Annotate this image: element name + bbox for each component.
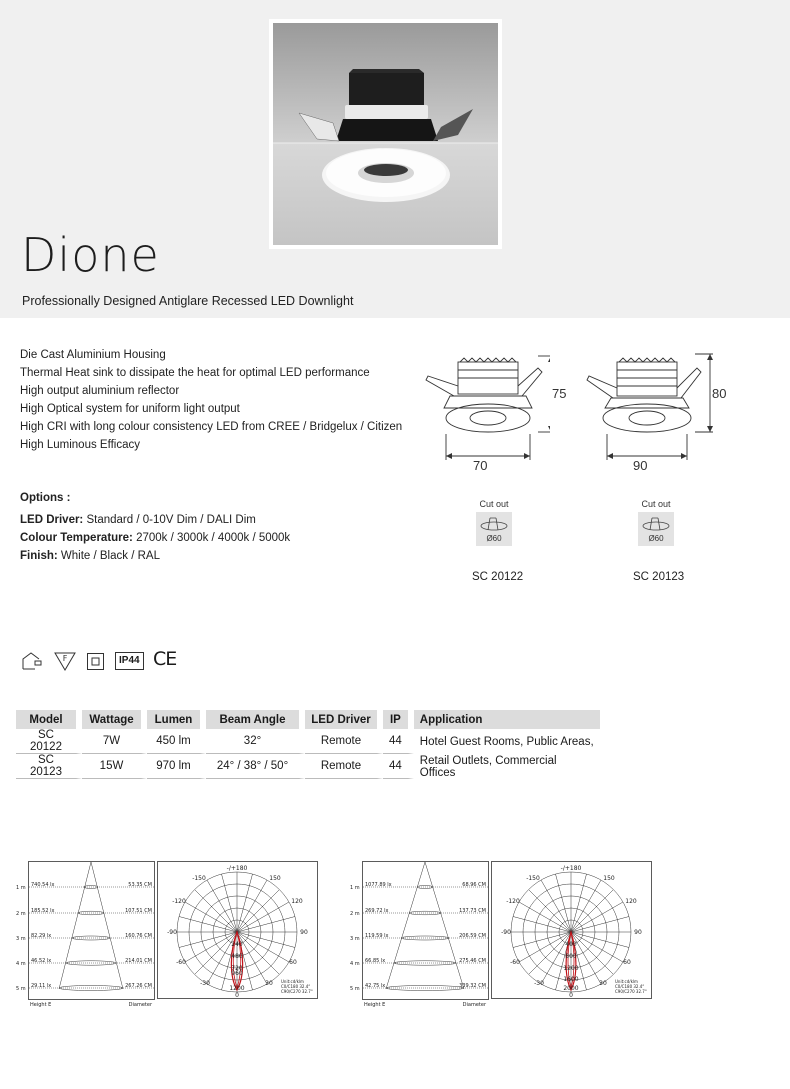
header-wattage: Wattage (82, 710, 147, 729)
height-label: 4 m (350, 961, 360, 967)
finish-value: White / Black / RAL (60, 550, 160, 562)
radial-label: 2000 (563, 985, 579, 992)
cutout-drawing-icon (476, 514, 512, 536)
cell-application: Hotel Guest Rooms, Public Areas, (419, 735, 594, 748)
spec-header-row (16, 710, 600, 729)
angle-label: 150 (603, 875, 615, 882)
cell-led-driver: Remote (305, 729, 383, 754)
colour-label: Colour Temperature: (20, 532, 133, 544)
class-two-icon (86, 651, 106, 671)
angle-label: 150 (269, 875, 281, 882)
polar-diagram (491, 861, 653, 1001)
height-label: 2 m (350, 911, 360, 917)
feature-item: Thermal Heat sink to dissipate the heat for optimal LED performance (20, 367, 370, 379)
cutout-sc20123 (632, 499, 680, 546)
diameter-value: 68.96 CM (462, 882, 486, 888)
lux-value: 29.11 lx (31, 983, 52, 989)
height-label: 1 m (16, 885, 26, 891)
diameter-value: 275.46 CM (459, 958, 486, 964)
footer-height-label: Height E (364, 1002, 386, 1008)
angle-label: 90 (634, 929, 642, 936)
legend-text: C0/C180 32.4° (281, 984, 311, 989)
radial-label: 1200 (563, 965, 579, 972)
angle-label: -30 (534, 980, 544, 987)
cutout-value: Ø60 (648, 534, 664, 543)
drawing-model-1: SC 20122 (472, 571, 524, 583)
options-heading: Options : (20, 492, 71, 504)
angle-label: 60 (623, 959, 631, 966)
radial-label: 400 (565, 941, 577, 948)
diameter-value: 160.76 CM (125, 933, 152, 939)
table-row (16, 729, 600, 754)
options-block (20, 489, 290, 565)
lux-value: 42.75 lx (365, 983, 386, 989)
radial-label: 720 (231, 965, 243, 972)
tech-drawing-sc20123 (585, 350, 715, 462)
driver-label: LED Driver: (20, 514, 84, 526)
polar-diagram (157, 861, 319, 1001)
angle-label: -120 (506, 898, 520, 905)
legend-text: C0/C180 32.4° (615, 984, 645, 989)
cell-wattage: 15W (82, 754, 147, 779)
angle-label: -60 (510, 959, 520, 966)
cutout-sc20122 (470, 499, 518, 546)
legend-text: C90/C270 32.7° (281, 989, 313, 994)
lux-value: 66.85 lx (365, 958, 386, 964)
colour-value: 2700k / 3000k / 4000k / 5000k (136, 532, 291, 544)
angle-label: 120 (625, 898, 637, 905)
cell-model: SC 20123 (16, 754, 82, 779)
drawing-width-2: 90 (633, 458, 648, 473)
table-row (16, 754, 600, 779)
height-label: 3 m (350, 936, 360, 942)
height-label: 3 m (16, 936, 26, 942)
cell-ip: 44 (383, 729, 414, 754)
height-label: 1 m (350, 885, 360, 891)
angle-label: -60 (176, 959, 186, 966)
angle-label: -30 (200, 980, 210, 987)
drawing-width-1: 70 (473, 458, 488, 473)
angle-label: 0 (235, 992, 239, 999)
cutout-drawing-icon (638, 514, 674, 536)
angle-label: -/+180 (226, 865, 248, 872)
f-mark-icon (54, 651, 76, 671)
footer-diameter-label: Diameter (128, 1002, 152, 1008)
angle-label: 30 (599, 980, 607, 987)
f-mark-label: F (62, 654, 68, 663)
lux-cone-diagram (12, 861, 155, 1009)
angle-label: 0 (569, 992, 573, 999)
product-photo (269, 19, 502, 249)
lux-value: 46.52 lx (31, 958, 52, 964)
cutout-icon (476, 512, 512, 546)
header-model: Model (16, 710, 82, 729)
legend-text: Unit:cd/klm (281, 979, 304, 984)
lux-value: 1077.89 lx (365, 882, 392, 888)
angle-label: -90 (501, 929, 511, 936)
spec-table (16, 710, 600, 779)
footer-diameter-label: Diameter (462, 1002, 486, 1008)
angle-label: 60 (289, 959, 297, 966)
legend-text: Unit:cd/klm (615, 979, 638, 984)
cell-beam-angle: 24° / 38° / 50° (206, 754, 305, 779)
cell-model: SC 20122 (16, 729, 82, 754)
lux-value: 119.59 lx (365, 933, 389, 939)
header-led-driver: LED Driver (305, 710, 383, 729)
diameter-value: 107.51 CM (125, 908, 152, 914)
header-lumen: Lumen (147, 710, 206, 729)
angle-label: 120 (291, 898, 303, 905)
cutout-value: Ø60 (486, 534, 502, 543)
angle-label: 30 (265, 980, 273, 987)
downlight-photo-image (273, 23, 498, 245)
feature-item: Die Cast Aluminium Housing (20, 349, 166, 361)
lux-cone-diagram (346, 861, 489, 1009)
footer-height-label: Height E (30, 1002, 52, 1008)
header-application: Application (414, 710, 600, 729)
angle-label: -90 (167, 929, 177, 936)
height-label: 5 m (350, 986, 360, 992)
angle-label: 90 (300, 929, 308, 936)
product-title: Dione (21, 228, 160, 282)
radial-label: 800 (565, 953, 577, 960)
feature-item: High Optical system for uniform light output (20, 403, 240, 415)
diameter-value: 214.01 CM (125, 958, 152, 964)
product-subtitle: Professionally Designed Antiglare Recessed LED Downlight (22, 294, 354, 308)
diameter-value: 267.26 CM (125, 983, 152, 989)
driver-value: Standard / 0-10V Dim / DALI Dim (86, 514, 256, 526)
hero-banner (0, 0, 790, 318)
header-beam-angle: Beam Angle (206, 710, 305, 729)
drawing-height-2: 80 (712, 386, 727, 401)
angle-label: -120 (172, 898, 186, 905)
cell-wattage: 7W (82, 729, 147, 754)
radial-label: 1600 (563, 976, 579, 983)
radial-label: 480 (231, 953, 243, 960)
feature-item: High Luminous Efficacy (20, 439, 140, 451)
feature-list (20, 346, 402, 454)
cutout-icon (638, 512, 674, 546)
legend-text: C90/C270 32.7° (615, 989, 647, 994)
header-ip: IP (383, 710, 414, 729)
height-label: 5 m (16, 986, 26, 992)
cell-ip: 44 (383, 754, 414, 779)
angle-label: -150 (192, 875, 206, 882)
angle-label: -/+180 (560, 865, 582, 872)
lux-value: 740.54 lx (31, 882, 55, 888)
radial-label: 240 (231, 941, 243, 948)
cutout-label: Cut out (479, 499, 509, 509)
cell-beam-angle: 32° (206, 729, 305, 754)
radial-label: 960 (231, 970, 243, 977)
finish-label: Finish: (20, 550, 58, 562)
feature-item: High output aluminium reflector (20, 385, 180, 397)
height-label: 2 m (16, 911, 26, 917)
cell-lumen: 450 lm (147, 729, 206, 754)
recessed-mount-icon (21, 651, 43, 671)
cell-lumen: 970 lm (147, 754, 206, 779)
diameter-value: 53.35 CM (128, 882, 152, 888)
lux-value: 82.29 lx (31, 933, 52, 939)
ce-mark-icon: CE (153, 648, 177, 670)
diameter-value: 339.32 CM (459, 983, 486, 989)
tech-drawing-sc20122 (420, 350, 550, 462)
cell-led-driver: Remote (305, 754, 383, 779)
drawing-model-2: SC 20123 (633, 571, 685, 583)
lux-value: 185.52 lx (31, 908, 55, 914)
angle-label: -150 (526, 875, 540, 882)
radial-label: 1200 (229, 985, 245, 992)
cell-application: Retail Outlets, Commercial Offices (419, 754, 557, 779)
ip44-badge: IP44 (115, 652, 144, 670)
feature-item: High CRI with long colour consistency LED from CREE / Bridgelux / Citizen (20, 421, 403, 433)
diameter-value: 206.59 CM (459, 933, 486, 939)
height-label: 4 m (16, 961, 26, 967)
drawing-height-1: 75 (552, 386, 567, 401)
cutout-label: Cut out (641, 499, 671, 509)
lux-value: 269.72 lx (365, 908, 389, 914)
diameter-value: 137.73 CM (459, 908, 486, 914)
